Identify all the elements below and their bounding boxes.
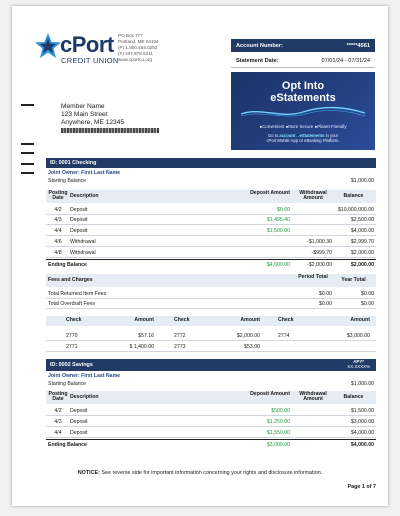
- banner-instructions: [237, 133, 369, 143]
- starting-balance-value: $1,000.00: [350, 381, 374, 387]
- member-city: Anywhere, ME 12345: [61, 119, 125, 126]
- contact-website[interactable]: www.cportcu.org: [118, 57, 152, 62]
- row-deposit: $1,250.00: [266, 419, 290, 425]
- check-number: 2772: [174, 333, 186, 339]
- row-deposit: $1,550.00: [266, 430, 290, 436]
- account-number-label: Account Number:: [236, 42, 283, 49]
- row-deposit: $500.00: [271, 408, 290, 414]
- col-year-total: Year Total: [341, 277, 366, 283]
- ending-balance-label: Ending Balance: [48, 442, 87, 448]
- check-amount: $53.00: [244, 344, 260, 350]
- row-date: 4/4: [54, 430, 62, 436]
- row-balance: $2,999.70: [350, 239, 374, 245]
- statement-date-label: Statement Date:: [236, 58, 279, 64]
- fold-mark: [21, 152, 34, 154]
- row-deposit: $0.60: [277, 207, 290, 213]
- col-balance: Balance: [343, 193, 364, 199]
- table-row: [46, 406, 376, 416]
- col-posting-date: Posting Date: [48, 391, 68, 402]
- check-amount: $3,000.00: [346, 333, 370, 339]
- check-number: 2774: [278, 333, 290, 339]
- contact-line: PO Box 777: [118, 33, 143, 38]
- check-number: 2770: [66, 333, 78, 339]
- col-check: Check: [278, 317, 294, 323]
- col-description: Description: [70, 394, 99, 400]
- checking-table-header: [46, 190, 376, 203]
- savings-owner: [46, 373, 376, 379]
- check-number: 2773: [174, 344, 186, 350]
- checking-section-header: [46, 158, 376, 168]
- ending-balance-row: [46, 260, 376, 270]
- notice: [12, 470, 388, 476]
- check-amount: $ 1,400.00: [129, 344, 154, 350]
- fee-year: $0.00: [361, 291, 374, 297]
- ending-balance-row: [46, 440, 376, 450]
- section-title: ID: 0001 Checking: [50, 160, 97, 166]
- checks-table-header: [46, 316, 376, 326]
- logo-subtext: CREDIT UNION: [61, 56, 119, 65]
- col-balance: Balance: [343, 394, 364, 400]
- row-date: 4/3: [54, 419, 62, 425]
- notice-text: See reverse side for important information concerning your rights and disclosure information.: [99, 470, 323, 476]
- fold-mark: [21, 104, 34, 106]
- banner-text: cPort Mobile App or eBanking Platform.: [266, 138, 340, 143]
- banner-title-line: eStatements: [270, 92, 336, 104]
- notice-label: NOTICE:: [77, 470, 100, 476]
- estatements-banner[interactable]: [231, 72, 375, 150]
- fee-year: $0.00: [361, 301, 374, 307]
- check-amount: $57.16: [138, 333, 154, 339]
- row-withdrawal: -$1,000.30: [307, 239, 332, 245]
- table-row: [46, 226, 376, 236]
- check-row: [46, 342, 376, 352]
- row-desc: Deposit: [70, 217, 88, 223]
- row-balance: $4,000.00: [350, 228, 374, 234]
- row-balance: $3,000.00: [350, 419, 374, 425]
- table-row: [46, 417, 376, 427]
- fee-label: Total Returned Item Fees: [48, 291, 107, 297]
- savings-section-header: [46, 359, 376, 371]
- check-amount: $2,000.00: [236, 333, 260, 339]
- page-number: Page 1 of 7: [347, 484, 376, 490]
- fees-title: Fees and Charges: [48, 277, 93, 283]
- banner-bullets: ●Convenient ●More Secure ●Planet Friendly: [259, 124, 347, 129]
- col-amount: Amount: [240, 317, 260, 323]
- fee-period: $0.00: [319, 301, 332, 307]
- col-deposit: Deposit Amount: [250, 190, 290, 196]
- row-date: 4/3: [54, 217, 62, 223]
- checking-owner: [46, 170, 376, 176]
- banner-title-line: Opt Into: [281, 80, 325, 92]
- ending-withdrawal: -$2,000.00: [307, 262, 332, 268]
- col-period-total: Period Total: [298, 274, 328, 280]
- logo-text: cPort: [60, 32, 114, 57]
- row-date: 4/2: [54, 408, 62, 414]
- cport-logo: [34, 32, 129, 72]
- row-balance: $10,000,000.00: [337, 207, 374, 213]
- member-name: Member Name: [61, 103, 105, 110]
- check-number: 2771: [66, 344, 78, 350]
- col-check: Check: [174, 317, 190, 323]
- table-row: [46, 428, 376, 438]
- row-desc: Deposit: [70, 228, 88, 234]
- section-title: ID: 0002 Savings: [50, 362, 93, 368]
- row-desc: Deposit: [70, 419, 88, 425]
- table-row: [46, 237, 376, 247]
- apy-label: APY*: [353, 359, 365, 365]
- apy-info: [347, 360, 372, 369]
- contact-line: (F) 207.878.6211: [118, 51, 153, 56]
- row-balance: $4,000.00: [350, 430, 374, 436]
- joint-owner: Joint Owner: First Last Name: [48, 170, 121, 176]
- banner-highlight: account→eStatements: [279, 133, 325, 138]
- row-deposit: $1,500.00: [266, 228, 290, 234]
- ending-deposit: $4,000.00: [266, 262, 290, 268]
- banner-title: [231, 80, 375, 104]
- star-icon: [34, 32, 62, 60]
- row-date: 4/4: [54, 228, 62, 234]
- contact-info: [118, 33, 159, 63]
- col-withdrawal: Withdrawal Amount: [299, 190, 327, 201]
- member-street: 123 Main Street: [61, 111, 108, 118]
- row-desc: Deposit: [70, 207, 88, 213]
- col-description: Description: [70, 193, 99, 199]
- table-row: [46, 215, 376, 225]
- fold-mark: [21, 143, 34, 145]
- fold-mark: [21, 172, 34, 174]
- ending-deposit: $3,000.00: [266, 442, 290, 448]
- row-balance: $2,500.00: [350, 217, 374, 223]
- account-info-box: [231, 39, 375, 68]
- ending-balance-value: $4,000.00: [350, 442, 374, 448]
- col-check: Check: [66, 317, 82, 323]
- fee-period: $0.00: [319, 291, 332, 297]
- row-balance: $1,500.00: [350, 408, 374, 414]
- col-amount: Amount: [350, 317, 370, 323]
- account-number-value: *****4561: [346, 42, 370, 49]
- row-desc: Deposit: [70, 430, 88, 436]
- wave-graphic-icon: [241, 105, 365, 119]
- banner-text: in your: [324, 133, 339, 138]
- statement-page: [12, 6, 388, 506]
- banner-text: Go to: [267, 133, 280, 138]
- fee-label: Total Overdraft Fees: [48, 301, 95, 307]
- fee-row: [46, 289, 376, 299]
- row-balance: $2,000.00: [350, 250, 374, 256]
- ending-balance-value: $2,000.00: [350, 262, 374, 268]
- fee-row: [46, 299, 376, 309]
- starting-balance-label: Starting Balance: [48, 178, 87, 184]
- fold-mark: [21, 163, 34, 165]
- postal-barcode: [61, 128, 159, 133]
- account-number-row: [231, 39, 375, 52]
- member-address: [61, 103, 159, 133]
- row-deposit: $1,495.40: [266, 217, 290, 223]
- check-row: [46, 331, 376, 341]
- statement-date-row: [231, 55, 375, 68]
- savings-starting-balance: [46, 381, 376, 387]
- ending-balance-label: Ending Balance: [48, 262, 87, 268]
- starting-balance-value: $1,000.00: [350, 178, 374, 184]
- row-date: 4/6: [54, 239, 62, 245]
- row-desc: Withdrawal: [70, 250, 96, 256]
- starting-balance-label: Starting Balance: [48, 381, 87, 387]
- col-deposit: Deposit Amount: [250, 391, 290, 397]
- col-withdrawal: Withdrawal Amount: [299, 391, 327, 402]
- checking-starting-balance: [46, 178, 376, 184]
- col-amount: Amount: [134, 317, 154, 323]
- row-withdrawal: -$999.70: [311, 250, 332, 256]
- statement-date-value: 07/01/24 - 07/31/24: [321, 58, 370, 64]
- savings-table-header: [46, 391, 376, 404]
- table-row: [46, 205, 376, 215]
- row-desc: Deposit: [70, 408, 88, 414]
- row-date: 4/2: [54, 207, 62, 213]
- col-posting-date: Posting Date: [48, 190, 68, 201]
- contact-line: (P) 1.800.464.0253: [118, 45, 158, 50]
- row-date: 4/8: [54, 250, 62, 256]
- contact-line: Portland, ME 04104: [118, 39, 159, 44]
- apy-value: XX.XXXX%: [347, 364, 370, 369]
- fees-table-header: [46, 274, 376, 287]
- row-desc: Withdrawal: [70, 239, 96, 245]
- joint-owner: Joint Owner: First Last Name: [48, 373, 121, 379]
- table-row: [46, 248, 376, 258]
